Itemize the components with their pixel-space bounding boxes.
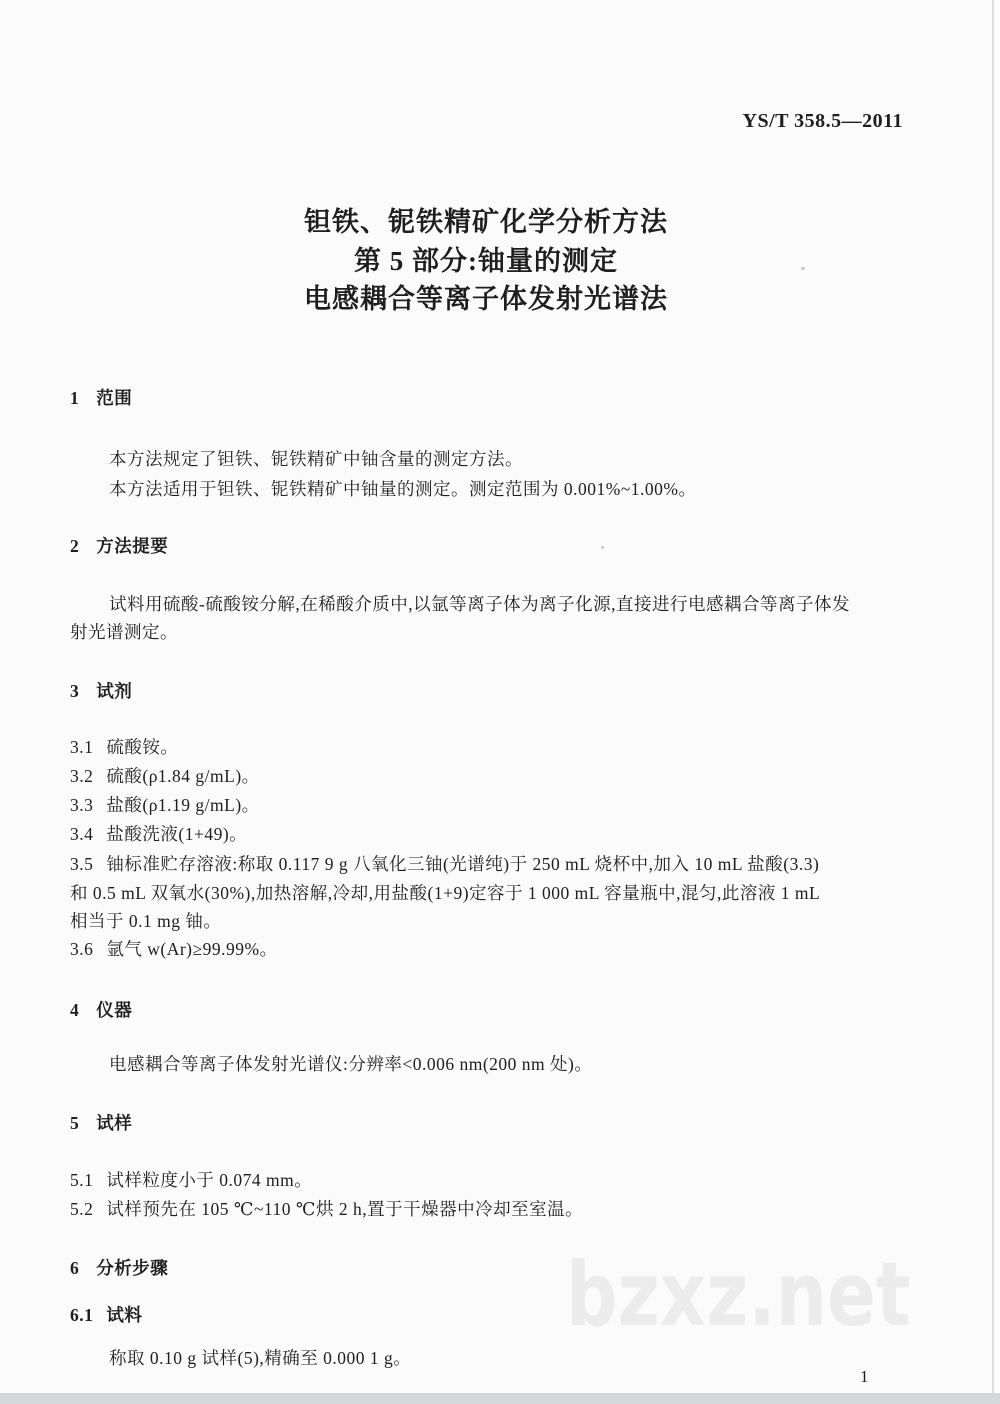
item-number: 3.2 [70, 766, 94, 786]
section-1-paragraph-2: 本方法适用于钽铁、铌铁精矿中铀量的测定。测定范围为 0.001%~1.00%。 [109, 479, 697, 499]
document-title [0, 203, 972, 319]
item-text: 氩气 w(Ar)≥99.99%。 [106, 939, 278, 959]
section-6-paragraph: 称取 0.10 g 试样(5),精确至 0.000 1 g。 [109, 1348, 412, 1368]
section-4-paragraph: 电感耦合等离子体发射光谱仪:分辨率<0.006 nm(200 nm 处)。 [109, 1054, 593, 1074]
item-number: 3.1 [70, 737, 94, 757]
item-number: 5.2 [70, 1199, 94, 1219]
section-2-title: 方法提要 [96, 536, 169, 556]
reagent-item-3-5-line-3: 相当于 0.1 mg 铀。 [70, 911, 222, 931]
title-line-3: 电感耦合等离子体发射光谱法 [304, 284, 668, 314]
item-number: 3.6 [70, 939, 94, 959]
section-1-number: 1 [70, 388, 80, 408]
reagent-item-3-6 [70, 936, 278, 961]
sample-item-5-2 [70, 1196, 583, 1221]
scan-edge-bottom [0, 1393, 1000, 1404]
section-1-title: 范围 [96, 388, 133, 408]
subsection-number: 6.1 [70, 1305, 94, 1325]
title-line-2: 第 5 部分:铀量的测定 [354, 245, 618, 276]
section-5-heading [70, 1110, 132, 1135]
section-4-number: 4 [70, 1000, 80, 1020]
section-4-heading [70, 997, 132, 1022]
reagent-item-3-5-line-2: 和 0.5 mL 双氧水(30%),加热溶解,冷却,用盐酸(1+9)定容于 1 000 mL 容量瓶中,混匀,此溶液 1 mL [70, 883, 821, 903]
section-6-title: 分析步骤 [96, 1258, 169, 1278]
title-line-1: 钽铁、铌铁精矿化学分析方法 [304, 207, 668, 237]
doc-number: YS/T 358.5—2011 [742, 110, 903, 132]
scan-speck [801, 267, 805, 270]
section-4-title: 仪器 [96, 1000, 133, 1020]
reagent-item-3-3 [70, 792, 260, 817]
section-6-heading [70, 1255, 168, 1280]
item-number: 3.4 [70, 824, 94, 844]
section-2-paragraph-line-2: 射光谱测定。 [70, 622, 178, 642]
scan-speck [601, 546, 604, 549]
item-number: 3.3 [70, 795, 94, 815]
item-text: 硫酸(ρ1.84 g/mL)。 [106, 766, 260, 786]
section-5-title: 试样 [96, 1113, 133, 1133]
reagent-item-3-2 [70, 763, 260, 788]
sample-item-5-1 [70, 1167, 312, 1192]
section-3-number: 3 [70, 681, 80, 701]
item-text: 硫酸铵。 [106, 737, 179, 757]
item-text: 盐酸(ρ1.19 g/mL)。 [106, 795, 260, 815]
section-6-1-heading [70, 1302, 142, 1327]
subsection-title: 试料 [106, 1305, 143, 1325]
item-text: 铀标准贮存溶液:称取 0.117 9 g 八氧化三铀(光谱纯)于 250 mL 烧杯中,加入 10 mL 盐酸(3.3) [106, 854, 820, 874]
item-number: 5.1 [70, 1170, 94, 1190]
section-2-number: 2 [70, 536, 80, 556]
section-3-heading [70, 678, 132, 703]
reagent-item-3-5-line-1 [70, 851, 819, 876]
section-1-heading [70, 385, 132, 410]
section-2-heading [70, 533, 168, 558]
reagent-item-3-4 [70, 821, 247, 846]
section-6-number: 6 [70, 1258, 80, 1278]
page-number: 1 [860, 1367, 869, 1386]
section-3-title: 试剂 [96, 681, 133, 701]
item-text: 盐酸洗液(1+49)。 [106, 824, 248, 844]
item-number: 3.5 [70, 854, 94, 874]
item-text: 试样粒度小于 0.074 mm。 [106, 1170, 313, 1190]
item-text: 试样预先在 105 ℃~110 ℃烘 2 h,置于干燥器中冷却至室温。 [106, 1199, 584, 1219]
scan-edge-right-area [994, 0, 1000, 1393]
section-5-number: 5 [70, 1113, 80, 1133]
reagent-item-3-1 [70, 734, 178, 759]
section-2-paragraph-line-1: 试料用硫酸-硫酸铵分解,在稀酸介质中,以氩等离子体为离子化源,直接进行电感耦合等离子体发 [109, 594, 850, 614]
section-1-paragraph-1: 本方法规定了钽铁、铌铁精矿中铀含量的测定方法。 [109, 449, 523, 469]
watermark: bzxz.net [566, 1243, 911, 1346]
